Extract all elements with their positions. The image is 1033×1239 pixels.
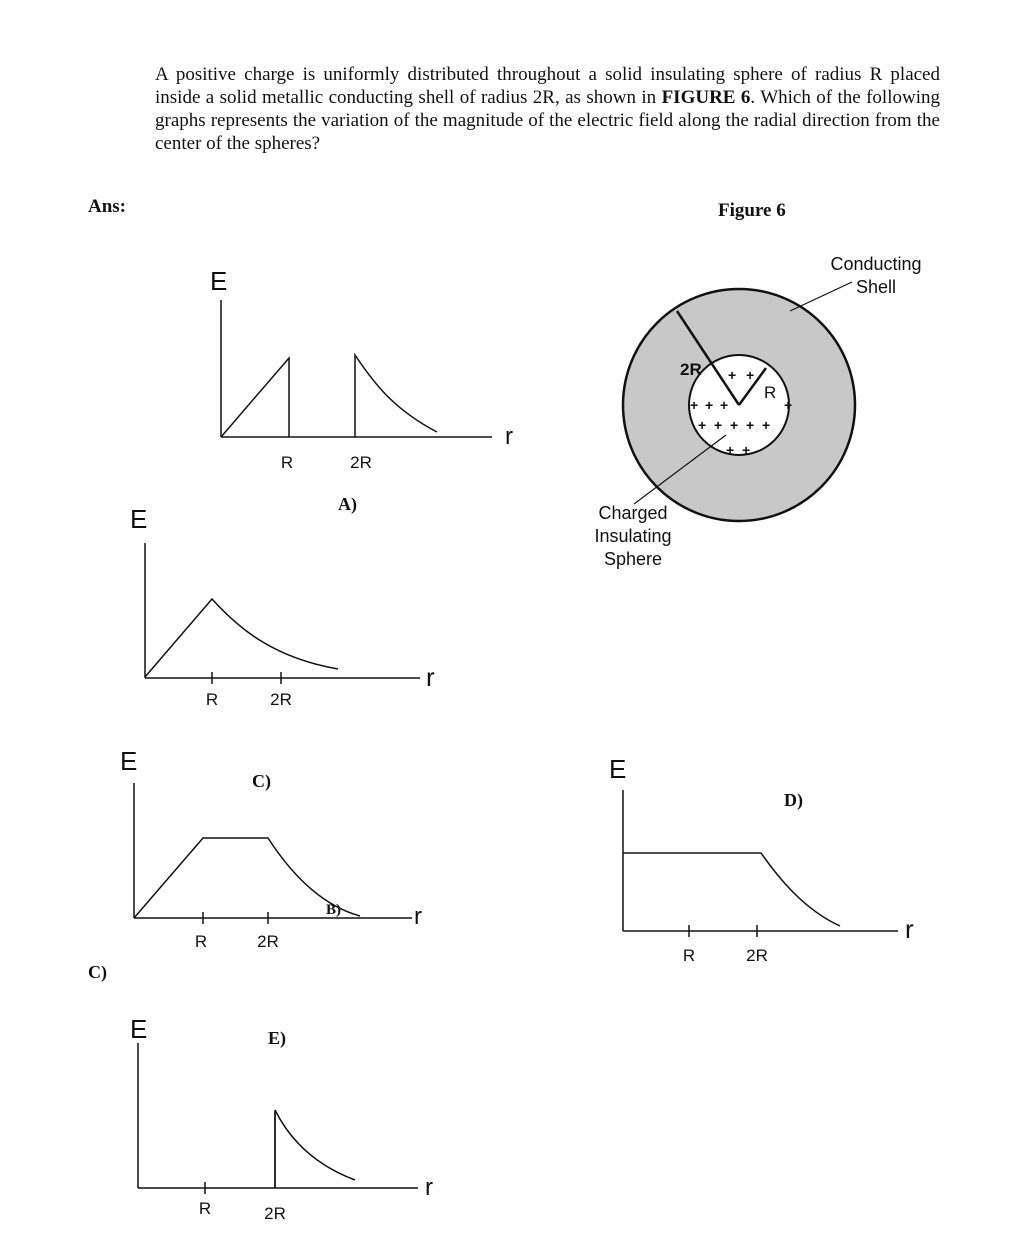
sphere-label-line1: Charged [598, 503, 668, 523]
graph-c [134, 783, 412, 924]
option-label-e: E) [268, 1028, 286, 1048]
axis-label-e: E [210, 266, 228, 296]
option-label-a: A) [338, 494, 357, 514]
plus-sign: + [698, 417, 707, 433]
plus-sign: + [762, 417, 771, 433]
plus-sign: + [720, 397, 729, 413]
graph-e [138, 1043, 418, 1194]
axis-label-e: E [120, 746, 138, 776]
outer-radius-label: 2R [680, 360, 702, 379]
plus-sign: + [690, 397, 699, 413]
plus-sign: + [784, 397, 793, 413]
plus-sign: + [728, 367, 737, 383]
axis-label-r: r [414, 903, 422, 930]
axis-label-e: E [130, 504, 148, 534]
plus-sign: + [730, 417, 739, 433]
plus-sign: + [726, 442, 735, 458]
answer-label: Ans: [88, 196, 127, 217]
tick-label-r: R [194, 932, 208, 951]
shell-label-line2: Shell [855, 277, 897, 297]
tick-label-2r: 2R [746, 946, 768, 965]
plus-sign: + [705, 397, 714, 413]
sphere-label-line2: Insulating [594, 526, 672, 546]
axis-label-r: r [505, 423, 513, 450]
field-curve-inside [221, 358, 289, 437]
tick-label-r: R [198, 1199, 212, 1218]
axis-label-r: r [425, 1174, 433, 1201]
figure-title: Figure 6 [718, 200, 786, 221]
field-curve [275, 1110, 355, 1188]
sphere-label-line3: Sphere [603, 549, 663, 569]
field-curve-outside [355, 355, 437, 437]
axis-label-e: E [609, 754, 627, 784]
tick-label-2r: 2R [350, 453, 372, 472]
tick-label-2r: 2R [264, 1204, 286, 1223]
shell-leader-line [790, 282, 852, 311]
tick-label-2r: 2R [257, 932, 279, 951]
tick-label-r: R [205, 690, 219, 709]
tick-label-r: R [682, 946, 696, 965]
figure-reference: FIGURE 6 [661, 87, 751, 108]
graph-a [221, 300, 492, 437]
graph-b [145, 543, 420, 684]
option-label-c: C) [252, 771, 271, 791]
field-curve [623, 853, 840, 926]
option-label-d: D) [784, 790, 803, 810]
option-label-b: B) [326, 902, 341, 918]
tick-label-r: R [280, 453, 294, 472]
stray-option-label: C) [88, 962, 107, 982]
graph-d [623, 790, 898, 937]
shell-label-line1: Conducting [830, 254, 922, 274]
question-post: . Which of the following graphs represents the variation of the magnitude of the electric field along the radial direction from the center of the spheres? [155, 87, 940, 154]
axis-label-e: E [130, 1014, 148, 1044]
plus-sign: + [746, 367, 755, 383]
plus-sign: + [714, 417, 723, 433]
sphere-figure [594, 254, 921, 569]
plus-sign: + [746, 417, 755, 433]
tick-label-2r: 2R [270, 690, 292, 709]
axis-label-r: r [426, 662, 435, 692]
inner-radius-label: R [764, 383, 777, 402]
plus-sign: + [742, 442, 751, 458]
question-pre: A positive charge is uniformly distributed throughout a solid insulating sphere of radius R placed inside a solid metallic conducting shell of radius 2R, as shown in [155, 64, 940, 108]
field-curve [145, 599, 338, 677]
axis-label-r: r [905, 914, 914, 944]
